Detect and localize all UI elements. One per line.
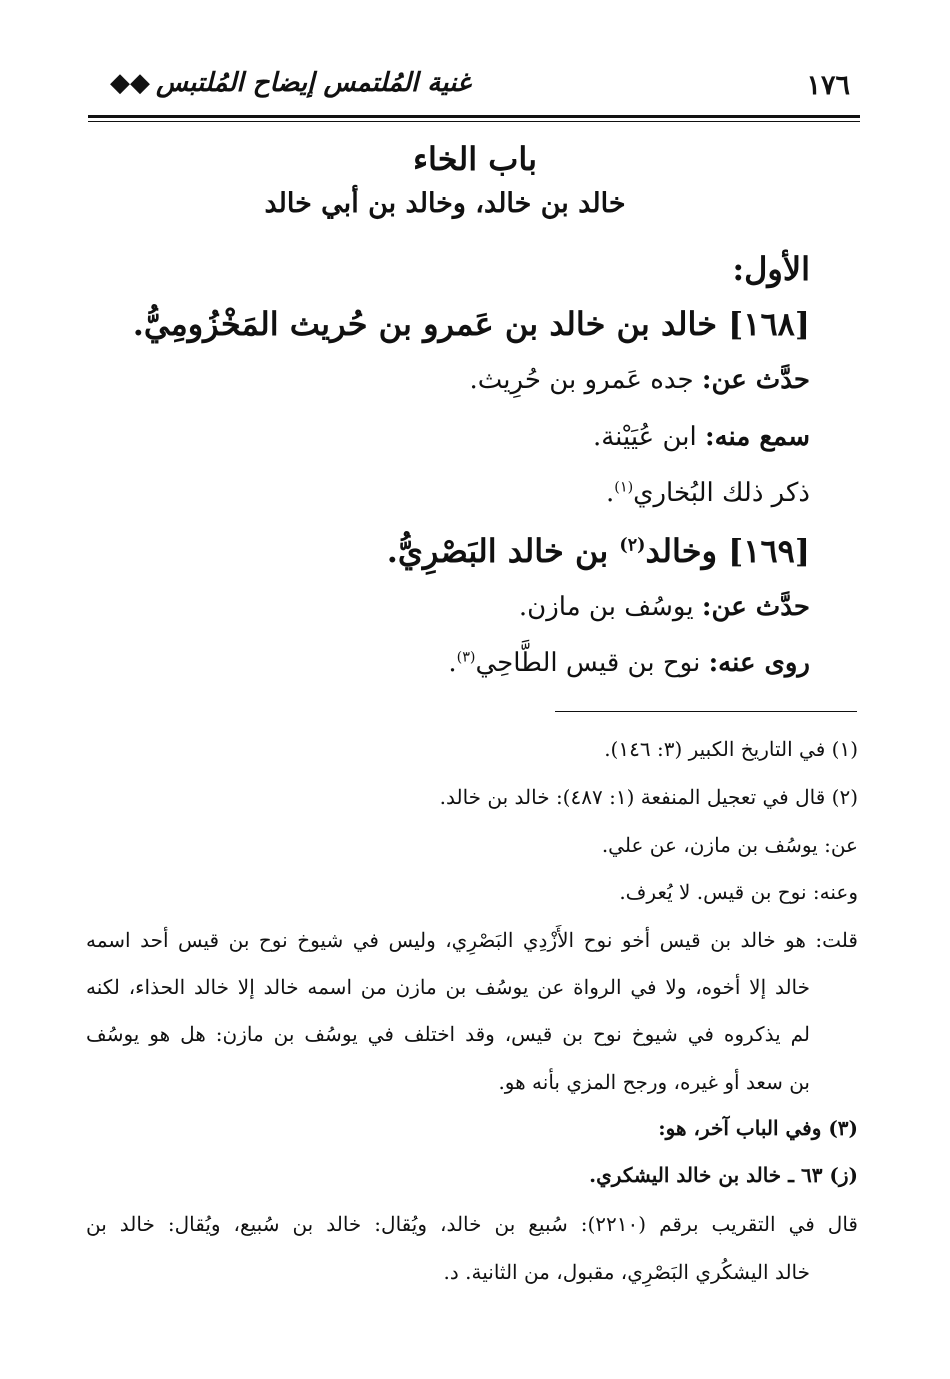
footnote-ref-3[interactable]: (٣) <box>456 649 476 666</box>
entry-168-line-1 <box>470 365 810 395</box>
page-number: ١٧٦ <box>806 70 850 101</box>
line-text: ابن عُيَيْنة. <box>592 422 705 452</box>
heading-post: بن خالد البَصْرِيُّ. <box>386 532 620 570</box>
line-text: يوسُف بن مازن. <box>518 592 702 622</box>
footnote-1: (١) في التاريخ الكبير (٣: ١٤٦). <box>604 737 858 761</box>
footnote-ref-2[interactable]: (٢) <box>619 534 646 556</box>
header-rule-thick <box>88 115 860 118</box>
entry-168-line-2 <box>593 422 810 452</box>
footnote-ref-1[interactable]: (١) <box>614 479 634 496</box>
entry-heading: خالد بن خالد، وخالد بن أبي خالد <box>264 188 626 219</box>
entry-169-line-1 <box>519 592 810 622</box>
running-title: غنية المُلتمس إيضاح المُلتبس <box>156 68 471 98</box>
footnote-2: (٢) قال في تعجيل المنفعة (١: ٤٨٧): خالد بن خالد. <box>439 785 858 809</box>
footnote-2-qultu-4: بن سعد أو غيره، ورجح المزي بأنه هو. <box>498 1070 810 1094</box>
running-head <box>110 68 471 98</box>
line-text: نوح بن قيس الطَّاحِي <box>475 648 709 678</box>
entry-169-heading <box>387 532 810 570</box>
heading-pre: [١٦٩] وخالد <box>645 532 810 570</box>
footnote-3-taqrib-1: قال في التقريب برقم (٢٢١٠): سُبيع بن خالد، ويُقال: خالد بن سُبيع، ويُقال: خالد بن <box>86 1212 858 1236</box>
label-haddatha-an: حدَّث عن: <box>701 365 810 395</box>
entry-169-line-2 <box>448 648 810 678</box>
label-samia-minhu: سمع منه: <box>704 422 810 452</box>
footnote-divider <box>555 711 857 712</box>
footnote-2-qultu-1: قلت: هو خالد بن قيس أخو نوح الأَزْدِي البَصْرِي، وليس في شيوخ نوح بن قيس أحد اسمه <box>86 928 858 952</box>
header-rule-thin <box>88 121 860 122</box>
footnote-3: (٣) وفي الباب آخر، هو: <box>658 1116 858 1140</box>
footnote-3-zay: (ز) ٦٣ ـ خالد بن خالد اليشكري. <box>589 1163 858 1187</box>
section-label: الأول: <box>732 250 810 288</box>
footnote-2-an: عن: يوسُف بن مازن، عن علي. <box>601 833 858 857</box>
footnote-2-qultu-3: لم يذكروه في شيوخ نوح بن قيس، وقد اختلف في يوسُف بن مازن: هل هو يوسُف <box>86 1022 810 1046</box>
label-haddatha-an: حدَّث عن: <box>701 592 810 622</box>
line-end: . <box>606 478 615 508</box>
footnote-2-qultu-2: خالد إلا أخوه، ولا في الرواة عن يوسُف بن مازن من اسمه خالد إلا خالد الحذاء، لكنه <box>86 975 810 999</box>
entry-168-heading: [١٦٨] خالد بن خالد بن عَمرو بن حُريث المَخْزُومِيُّ. <box>132 305 810 343</box>
chapter-title: باب الخاء <box>412 140 537 178</box>
line-end: . <box>448 648 457 678</box>
line-text: جده عَمرو بن حُرِيث. <box>469 365 702 395</box>
line-text: ذكر ذلك البُخاري <box>633 478 810 508</box>
footnote-3-taqrib-2: خالد اليشكُري البَصْرِي، مقبول، من الثانية. د. <box>443 1260 810 1284</box>
label-rawa-anhu: روى عنه: <box>708 648 810 678</box>
ornament: ◆◆ <box>110 68 150 98</box>
entry-168-line-3 <box>606 478 810 508</box>
footnote-2-wa-anhu: وعنه: نوح بن قيس. لا يُعرف. <box>619 880 858 904</box>
